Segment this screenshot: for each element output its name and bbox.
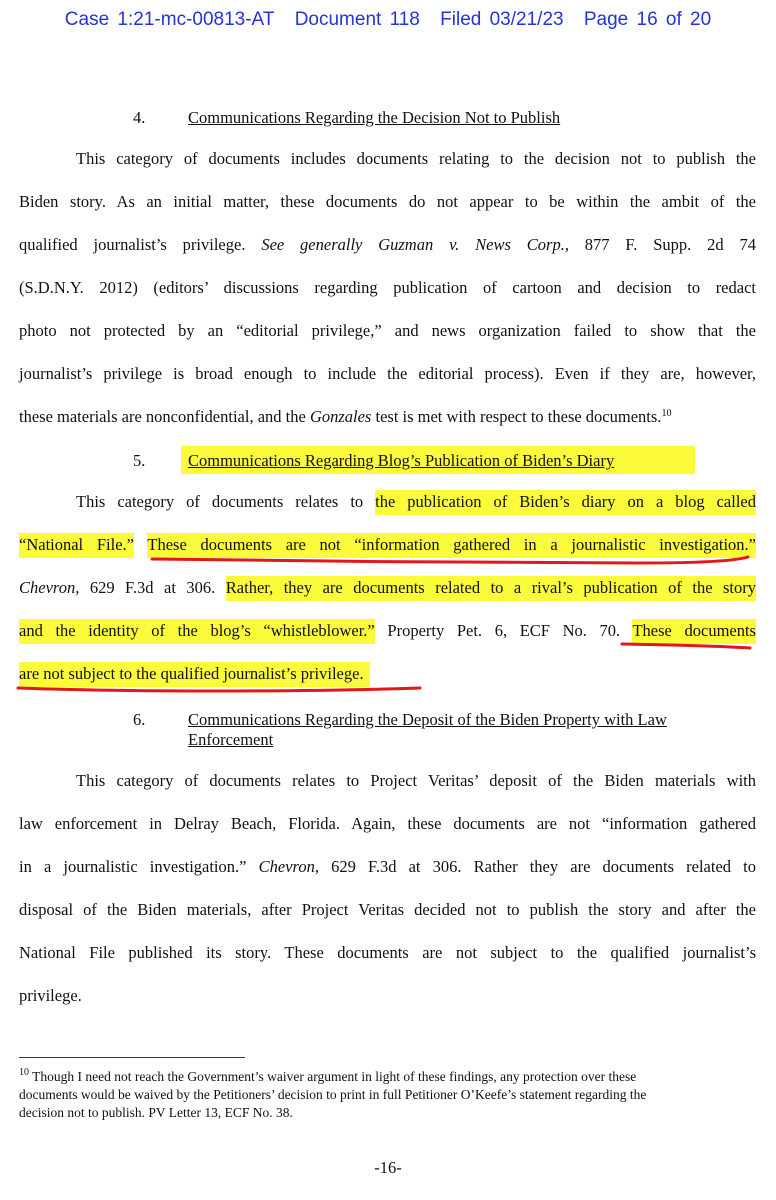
paragraph-line: photo not protected by an “editorial privilege,” and news organization failed to show that the xyxy=(19,321,756,340)
section-6-heading-line1: Communications Regarding the Deposit of the Biden Property with Law xyxy=(188,710,667,729)
paragraph-line: in a journalistic investigation.” Chevron, 629 F.3d at 306. Rather they are documents related to xyxy=(19,857,756,876)
section-4-number: 4. xyxy=(133,108,146,127)
paragraph-line: This category of documents relates to the publication of Biden’s diary on a blog called xyxy=(76,492,756,512)
footnote-ref[interactable]: 10 xyxy=(661,408,672,419)
case-citation: Gonzales xyxy=(309,407,372,426)
paragraph-line: (S.D.N.Y. 2012) (editors’ discussions regarding publication of cartoon and decision to redact xyxy=(19,278,756,297)
filed-date: Filed 03/21/23 xyxy=(440,9,564,30)
footnote-line: documents would be waived by the Petitioners’ decision to print in full Petitioner O’Keefe’s statement regarding the xyxy=(19,1087,647,1102)
highlighted-text: “National File.” xyxy=(19,533,134,558)
case-citation: See generally Guzman v. News Corp. xyxy=(261,235,565,254)
section-6-number: 6. xyxy=(133,710,146,729)
highlighted-text: These documents xyxy=(632,619,756,644)
paragraph-line: Chevron, 629 F.3d at 306. Rather, they are documents related to a rival’s publication of the story xyxy=(19,578,756,598)
paragraph-line: privilege. xyxy=(19,986,82,1005)
paragraph-line: qualified journalist’s privilege. See generally Guzman v. News Corp., 877 F. Supp. 2d 74 xyxy=(19,235,756,254)
page-number: -16- xyxy=(374,1158,402,1177)
footnote-line: decision not to publish. PV Letter 13, ECF No. 38. xyxy=(19,1105,293,1120)
paragraph-line: and the identity of the blog’s “whistleblower.” Property Pet. 6, ECF No. 70. These documents xyxy=(19,621,756,641)
highlighted-text: are not subject to the qualified journalist’s privilege. xyxy=(19,662,370,687)
section-4-heading: Communications Regarding the Decision Not to Publish xyxy=(188,108,561,127)
section-5-heading: Communications Regarding Blog’s Publication of Biden’s Diary xyxy=(188,451,615,470)
footnote-divider xyxy=(19,1057,245,1058)
footnote-line: $^{10}$ Though I need not reach the Government’s waiver argument in light of these findings, any protection over these xyxy=(19,1067,637,1084)
highlighted-text: the publication of Biden’s diary on a blog called xyxy=(375,490,756,515)
paragraph-line: law enforcement in Delray Beach, Florida. Again, these documents are not “information gathered xyxy=(19,814,756,833)
paragraph-line: these materials are nonconfidential, and the Gonzales test is met with respect to these documents.$^{10}$ xyxy=(19,407,672,426)
section-5-number: 5. xyxy=(133,451,146,470)
paragraph-line: Biden story. As an initial matter, these documents do not appear to be within the ambit of the xyxy=(19,192,756,211)
paragraph-line: This category of documents relates to Project Veritas’ deposit of the Biden materials with xyxy=(76,771,756,790)
highlighted-text: These documents are not “information gathered in a journalistic investigation.” xyxy=(147,533,756,558)
case-citation: Chevron xyxy=(19,578,76,597)
paragraph-line: National File published its story. These documents are not subject to the qualified journalist’s xyxy=(19,943,756,962)
section-6-heading-line2: Enforcement xyxy=(188,730,274,749)
red-underline xyxy=(152,557,748,563)
highlighted-text: and the identity of the blog’s “whistleblower.” xyxy=(19,619,375,644)
red-underline xyxy=(622,644,750,648)
paragraph-line: journalist’s privilege is broad enough to include the editorial process). Even if they are, however, xyxy=(19,364,756,383)
document-number: Document 118 xyxy=(294,9,420,30)
case-citation: Chevron xyxy=(258,857,315,876)
paragraph-line: This category of documents includes documents relating to the decision not to publish the xyxy=(76,149,756,168)
red-underline xyxy=(18,688,420,691)
case-number: Case 1:21-mc-00813-AT xyxy=(64,9,275,30)
highlighted-text: Rather, they are documents related to a rival’s publication of the story xyxy=(226,576,756,601)
paragraph-line: disposal of the Biden materials, after Project Veritas decided not to publish the story and after the xyxy=(19,900,756,919)
footnote-marker: 10 xyxy=(19,1067,29,1078)
page-indicator: Page 16 of 20 xyxy=(583,9,712,30)
